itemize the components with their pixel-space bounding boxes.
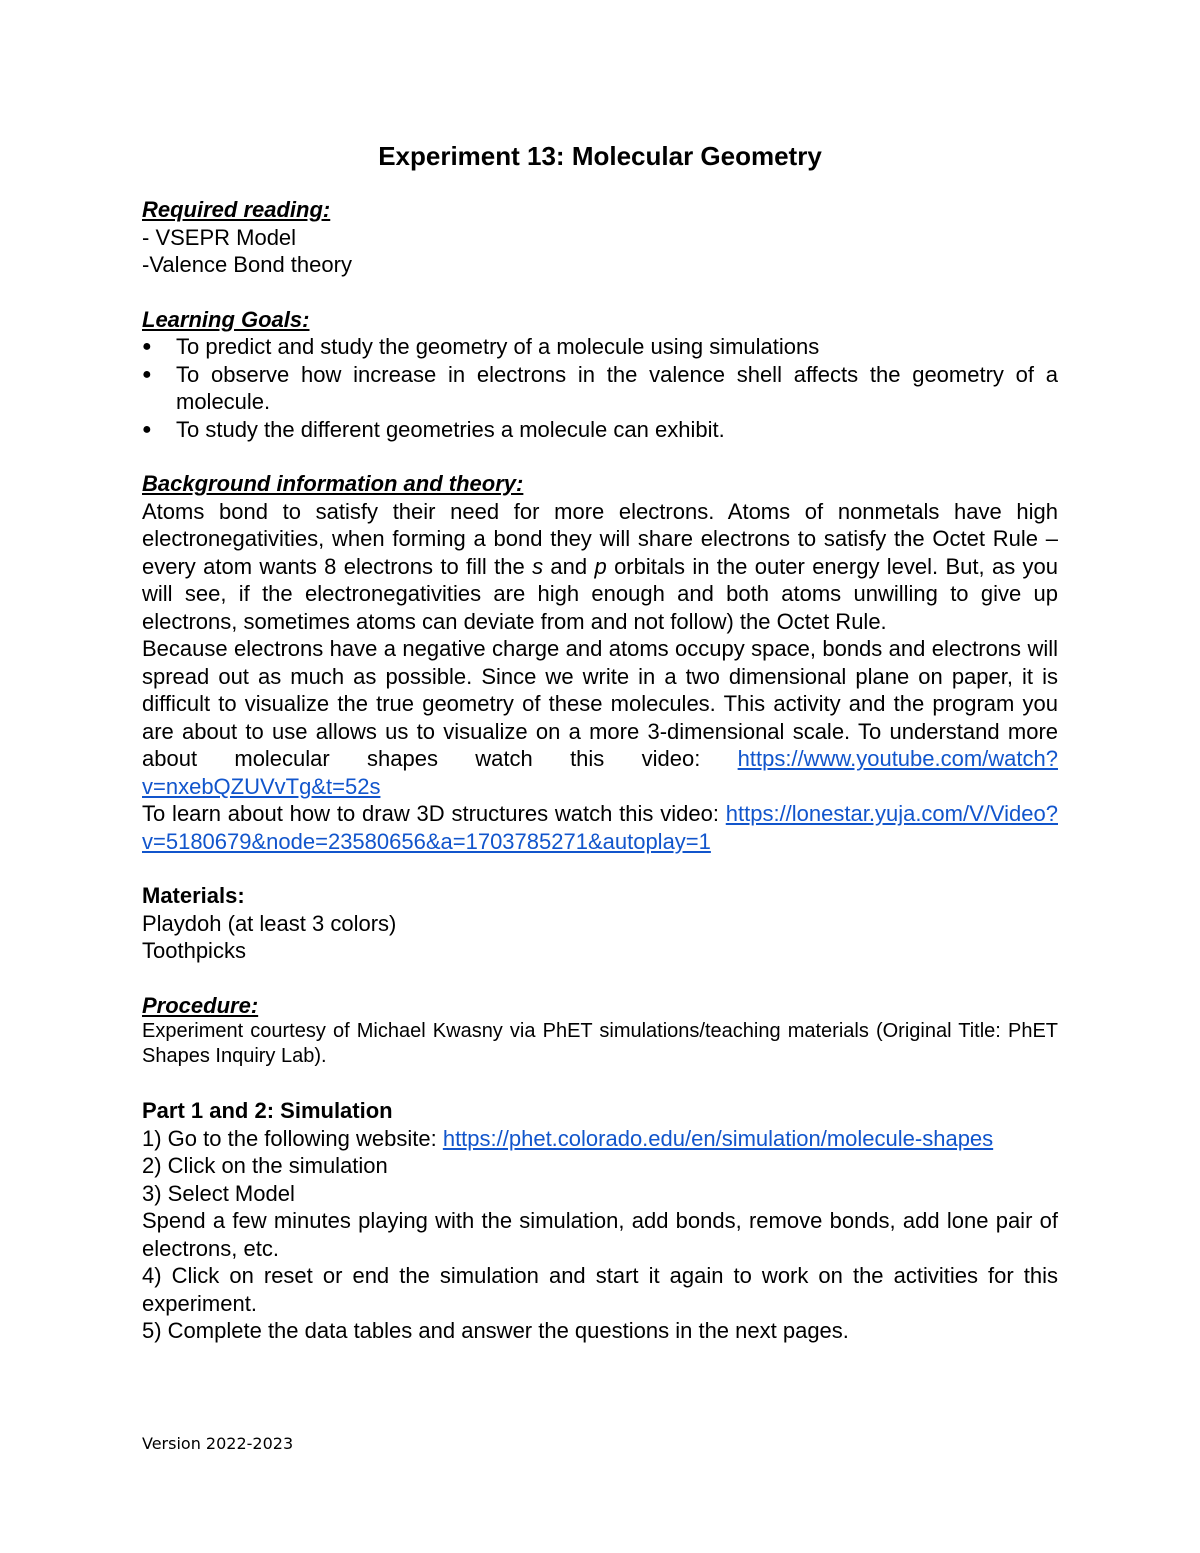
background-text: To learn about how to draw 3D structures watch this video: xyxy=(142,801,726,826)
bullet-icon: ● xyxy=(142,338,152,355)
required-reading-heading: Required reading: xyxy=(142,197,331,222)
list-item xyxy=(142,333,1058,361)
background-text: and xyxy=(543,553,595,579)
background-text: orbitals in the outer energy level. But, as you will see, if the electronegativities are high enough and both atoms unwilling to give up electrons, sometimes atoms can deviate from and not follow) the Octet Rule. xyxy=(142,553,1059,634)
learning-goals-heading: Learning Goals: xyxy=(142,306,310,332)
document-page xyxy=(142,138,1058,1345)
step-3: 3) Select Model xyxy=(142,1180,295,1206)
step-2: 2) Click on the simulation xyxy=(142,1153,388,1178)
goal-text: To observe how increase in electrons in the valence shell affects the geometry of a molecule. xyxy=(176,361,1058,414)
procedure-heading: Procedure: xyxy=(142,992,259,1018)
background-paragraph-3 xyxy=(142,800,1058,855)
step-5: 5) Complete the data tables and answer the questions in the next pages. xyxy=(142,1318,849,1343)
procedure-courtesy: Experiment courtesy of Michael Kwasny via PhET simulations/teaching materials (Original Title: PhET Shapes Inquiry Lab). xyxy=(142,1020,1058,1067)
bullet-icon: ● xyxy=(142,420,152,438)
goal-text: To study the different geometries a molecule can exhibit. xyxy=(176,416,725,442)
background-text: Because electrons have a negative charge and atoms occupy space, bonds and electrons will spread out as much as possible. Since we write in a two dimensional plane on paper, it is difficult to visualize the true geometry of these molecules. This activity and the program you are about to use allows us to visualize on a more 3-dimensional scale. To understand more about molecular shapes watch this video: xyxy=(142,636,1058,771)
spacer xyxy=(142,279,1058,306)
spacer xyxy=(142,1069,1058,1097)
material-item: Playdoh (at least 3 colors) xyxy=(142,910,397,936)
background-heading: Background information and theory: xyxy=(142,471,524,496)
list-item xyxy=(142,416,1058,444)
spacer xyxy=(142,965,1058,992)
background-text: Atoms bond to satisfy their need for more electrons. Atoms of nonmetals have high electronegativities, when forming a bond they will share electrons to satisfy the Octet Rule – every atom wants 8 electrons to fill the xyxy=(142,498,1058,579)
orbital-p: p xyxy=(594,553,607,579)
page-title: Experiment 13: Molecular Geometry xyxy=(378,141,822,171)
goal-text: To predict and study the geometry of a molecule using simulations xyxy=(176,334,820,359)
video-link-youtube[interactable]: https://www.youtube.com/watch?v=nxebQZUVvTg&t=52s xyxy=(142,746,1058,799)
phet-simulation-link[interactable]: https://phet.colorado.edu/en/simulation/molecule-shapes xyxy=(442,1125,994,1151)
video-link-yuja[interactable]: https://lonestar.yuja.com/V/Video?v=5180679&node=23580656&a=1703785271&autoplay=1 xyxy=(142,801,1058,854)
materials-heading: Materials: xyxy=(142,883,245,908)
version-footer: Version 2022-2023 xyxy=(142,1434,294,1453)
step-spend: Spend a few minutes playing with the simulation, add bonds, remove bonds, add lone pair of electrons, etc. xyxy=(142,1208,1058,1261)
required-reading-item: - VSEPR Model xyxy=(142,224,297,250)
background-paragraph-2 xyxy=(142,635,1058,800)
bullet-icon: ● xyxy=(142,365,152,383)
spacer xyxy=(142,443,1058,470)
required-reading-item: -Valence Bond theory xyxy=(142,252,352,277)
step-text: 1) Go to the following website: xyxy=(142,1125,443,1151)
learning-goals-list xyxy=(142,333,1058,443)
spacer xyxy=(142,855,1058,882)
background-paragraph-1 xyxy=(142,498,1058,636)
orbital-s: s xyxy=(532,553,544,579)
step-1 xyxy=(142,1125,1058,1153)
list-item xyxy=(142,361,1058,416)
step-4: 4) Click on reset or end the simulation and start it again to work on the activities for this experiment. xyxy=(142,1263,1058,1316)
part-heading: Part 1 and 2: Simulation xyxy=(142,1098,393,1123)
material-item: Toothpicks xyxy=(142,938,246,963)
